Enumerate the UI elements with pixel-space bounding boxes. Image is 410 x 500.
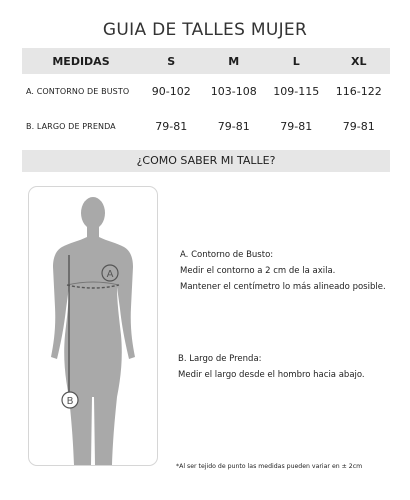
cell-busto-xl: 116-122 (335, 85, 382, 98)
page-title: GUIA DE TALLES MUJER (102, 20, 308, 40)
table-header-row (22, 48, 390, 74)
cell-busto-s: 90-102 (151, 85, 191, 98)
instruction-length-line-1: Medir el largo desde el hombro hacia abajo. (178, 370, 365, 380)
header-size-l: L (265, 48, 328, 74)
table-row (22, 109, 390, 144)
row-label-busto: A. CONTORNO DE BUSTO (26, 87, 130, 96)
table-row (22, 74, 390, 109)
row-label-largo: B. LARGO DE PRENDA (26, 122, 116, 131)
cell-largo-l: 79-81 (280, 120, 313, 133)
instruction-bust-title: A. Contorno de Busto: (180, 250, 274, 260)
header-size-s: S (140, 48, 203, 74)
size-table (22, 48, 390, 144)
cell-largo-s: 79-81 (155, 120, 188, 133)
figure-panel (28, 186, 158, 466)
woman-silhouette-figure (29, 187, 157, 465)
instruction-bust-line-1: Medir el contorno a 2 cm de la axila. (180, 266, 336, 276)
marker-b-label: B (66, 396, 74, 407)
section-title-howto: ¿COMO SABER MI TALLE? (22, 150, 390, 172)
marker-b-circle (62, 392, 78, 408)
footnote: *Al ser tejido de punto las medidas pueden variar en ± 2cm (176, 463, 363, 470)
instruction-length (178, 351, 365, 383)
instruction-length-title: B. Largo de Prenda: (178, 354, 262, 364)
body-silhouette (51, 197, 135, 465)
cell-busto-l: 109-115 (273, 85, 320, 98)
header-medidas: MEDIDAS (22, 48, 140, 74)
cell-largo-m: 79-81 (217, 120, 250, 133)
instruction-bust-line-2: Mantener el centímetro lo más alineado posible. (180, 282, 386, 292)
header-size-xl: XL (328, 48, 391, 74)
header-size-m: M (203, 48, 266, 74)
cell-largo-xl: 79-81 (342, 120, 375, 133)
marker-a-label: A (106, 269, 114, 280)
cell-busto-m: 103-108 (210, 85, 257, 98)
instruction-bust (180, 247, 386, 295)
